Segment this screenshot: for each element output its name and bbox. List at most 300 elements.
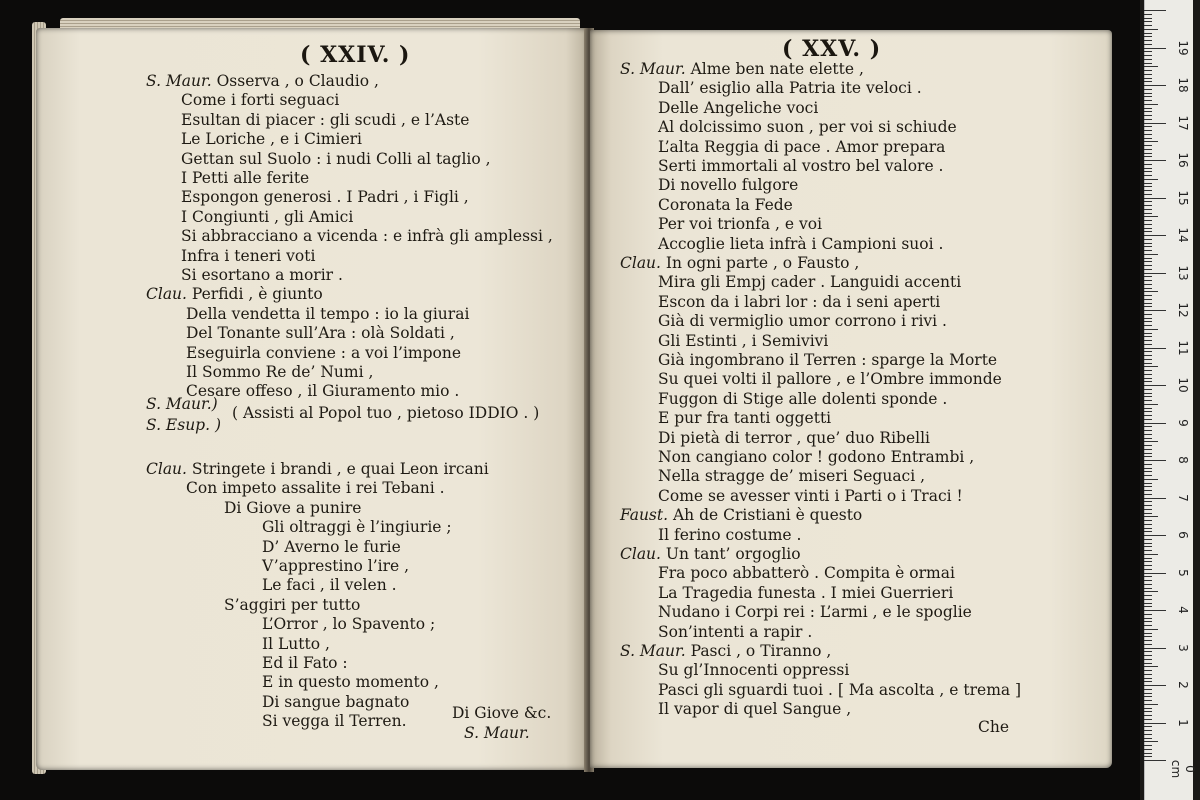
ruler-tick [1144,633,1152,634]
ruler-tick [1144,10,1166,11]
ruler-tick [1144,640,1152,641]
verse-text: Ah de Cristiani è questo [668,506,863,525]
verse-text: Al dolcissimo suon , per voi si schiude [658,118,957,137]
ruler-tick [1144,449,1152,450]
ruler-tick [1144,498,1166,499]
ruler-tick [1144,183,1152,184]
text-line [262,693,409,712]
ruler-tick [1144,325,1152,326]
text-line [658,603,972,622]
ruler-tick [1144,509,1152,510]
ruler-cm-label: 11 [1176,339,1190,356]
ruler-tick [1144,584,1152,585]
verse-text: Di sangue bagnato [262,692,410,711]
ruler-tick [1144,119,1152,120]
ruler-tick [1144,145,1152,146]
ruler-tick [1144,85,1166,86]
text-line [262,712,407,731]
ruler-tick [1144,175,1152,176]
ruler-tick [1144,490,1152,491]
verse-text: Del Tonante sull’Ara : olà Soldati , [186,324,455,343]
ruler-tick [1144,606,1152,607]
ruler-tick [1144,456,1152,457]
verse-text: Coronata la Fede [658,195,793,214]
ruler-tick [1144,648,1166,649]
ruler-tick [1144,340,1152,341]
ruler-tick [1144,370,1152,371]
verse-text: Esultan di piacer : gli scudi , e l’Aste [181,110,470,129]
verse-text: Delle Angeliche voci [658,98,819,117]
verse-text: Gli Estinti , i Semivivi [658,331,829,350]
verse-text: Dall’ esiglio alla Patria ite veloci . [658,79,922,98]
ruler-tick [1144,550,1152,551]
ruler-tick [1144,359,1152,360]
ruler-tick [1144,528,1152,529]
ruler-tick [1144,126,1152,127]
verse-text: Gli oltraggi è l’ingiurie ; [262,518,452,537]
ruler-tick [1144,404,1158,405]
text-line [181,208,353,227]
ruler-tick [1144,681,1152,682]
text-line [658,235,943,254]
text-line [181,91,339,110]
ruler-tick [1144,250,1152,251]
ruler-tick [1144,693,1152,694]
text-line [658,526,801,545]
text-line [658,79,922,98]
ruler-tick [1144,209,1152,210]
ruler-tick [1144,408,1152,409]
text-line [186,324,455,343]
ruler-tick [1144,194,1152,195]
ruler-tick [1144,651,1152,652]
text-line [658,700,851,719]
text-line [262,576,397,595]
ruler-tick [1144,663,1152,664]
ruler-tick [1144,265,1152,266]
text-line [658,409,831,428]
ruler-tick [1144,610,1166,611]
ruler-tick [1144,636,1152,637]
text-line [181,150,491,169]
text-line [232,404,539,423]
ruler-tick [1144,40,1152,41]
ruler-tick [1144,235,1166,236]
text-line [658,215,822,234]
verse-text: Come i forti seguaci [181,91,340,110]
ruler-tick [1144,674,1152,675]
ruler-tick [1144,715,1152,716]
ruler-tick [1144,100,1152,101]
ruler-tick [1144,738,1152,739]
ruler-tick [1144,483,1152,484]
ruler-tick [1144,276,1152,277]
page-header-left: ( XXIV. ) [300,42,411,68]
ruler-tick [1144,198,1166,199]
speaker-name: S. Maur. [464,724,530,742]
ruler-tick [1144,453,1152,454]
ruler-tick [1144,655,1152,656]
text-line [181,188,469,207]
text-line [658,351,997,370]
ruler-tick [1144,78,1152,79]
verse-text: Di Giove &c. [452,704,552,722]
speaker-name: Clau. [620,254,661,272]
ruler-tick [1144,134,1152,135]
verse-text: Pasci , o Tiranno , [685,642,832,660]
ruler-tick [1144,333,1152,334]
ruler-tick [1144,321,1152,322]
text-line [146,416,221,435]
ruler-tick [1144,678,1152,679]
ruler-cm-label: 10 [1176,377,1190,393]
verse-text: Già di vermiglio umor corrono i rivi . [658,312,947,331]
ruler-tick [1144,351,1152,352]
ruler-tick [1144,704,1158,705]
text-line [658,487,963,506]
ruler-tick [1144,25,1152,26]
verse-text: E pur fra tanti oggetti [658,409,832,428]
ruler-tick [1144,700,1152,701]
text-line [658,681,1021,700]
verse-text: Le faci , il velen . [262,576,397,595]
ruler-tick [1144,460,1166,461]
ruler-tick [1144,258,1152,259]
text-line [181,247,315,266]
ruler-tick [1144,524,1152,525]
text-line [658,157,944,176]
ruler-tick [1144,171,1152,172]
verse-text: Serti immortali al vostro bel valore . [658,157,944,175]
ruler-tick [1144,741,1158,742]
ruler-tick [1144,753,1152,754]
ruler-tick [1144,21,1152,22]
ruler-tick [1144,284,1152,285]
ruler-tick [1144,486,1152,487]
text-line [658,661,849,680]
ruler-tick [1144,554,1158,555]
ruler-tick [1144,423,1166,424]
ruler-tick [1144,130,1152,131]
verse-text: Un tant’ orgoglio [660,545,801,563]
text-line [620,506,862,525]
ruler-tick [1144,355,1152,356]
ruler-tick [1144,621,1152,622]
ruler-tick [1144,329,1158,330]
ruler-tick [1144,190,1152,191]
ruler-tick [1144,381,1152,382]
text-line [262,635,330,654]
left-page [36,28,588,770]
verse-text: Su gl’Innocenti oppressi [658,661,850,680]
verse-text: Di novello fulgore [658,176,799,195]
ruler-tick [1144,595,1152,596]
ruler-tick [1144,224,1152,225]
ruler-tick [1144,348,1166,349]
ruler-tick [1144,246,1152,247]
ruler-tick [1144,18,1152,19]
speaker-name: S. Maur.) [146,395,218,413]
ruler-tick [1144,415,1152,416]
verse-text: Come se avesser vinti i Parti o i Traci ! [658,486,963,505]
text-line [658,332,828,351]
ruler-tick [1144,243,1152,244]
ruler-tick [1144,719,1152,720]
ruler-tick [1144,295,1152,296]
text-line [262,538,401,557]
verse-text: Non cangiano color ! godono Entrambi , [658,448,975,466]
verse-text: Stringete i brandi , e quai Leon ircani [186,460,489,478]
ruler-tick [1144,374,1152,375]
ruler-tick [1144,644,1152,645]
text-line [186,382,459,401]
ruler-tick [1144,468,1152,469]
verse-text: L’Orror , lo Spavento ; [262,615,436,634]
verse-text: Si esortano a morir . [181,266,343,284]
verse-text: V’apprestino l’ire , [262,557,410,575]
ruler-tick [1144,33,1152,34]
ruler-cm-label: 2 [1176,681,1190,689]
text-line [658,370,1002,389]
ruler-tick [1144,89,1152,90]
ruler-tick [1144,419,1152,420]
verse-text: Per voi trionfa , e voi [658,215,823,234]
text-line [262,673,439,692]
ruler-cm-label: 15 [1176,189,1190,206]
ruler-tick [1144,494,1152,495]
ruler-tick [1144,269,1152,270]
ruler-tick [1144,659,1152,660]
ruler-tick [1144,111,1152,112]
ruler-tick [1144,66,1158,67]
text-line [181,130,362,149]
ruler-tick [1144,479,1158,480]
verse-text: Di pietà di terror , que’ duo Ribelli [658,428,930,447]
ruler-tick [1144,531,1152,532]
ruler-tick [1144,138,1152,139]
text-line [620,60,864,79]
verse-text: Gettan sul Suolo : i nudi Colli al taglio , [181,149,491,168]
ruler-tick [1144,273,1166,274]
ruler-cm-label: 14 [1176,227,1190,243]
text-line [452,704,551,723]
ruler-tick [1144,434,1152,435]
ruler-tick [1144,254,1158,255]
ruler-cm-label: 3 [1176,643,1190,652]
ruler-cm-label: 9 [1176,418,1190,427]
verse-text: Infra i teneri voti [181,246,316,265]
ruler-tick [1144,149,1152,150]
ruler-tick [1144,336,1152,337]
speaker-name: S. Maur. [620,60,686,78]
ruler-tick [1144,153,1152,154]
ruler-tick [1144,614,1152,615]
ruler-tick [1144,396,1152,397]
ruler-tick [1144,513,1152,514]
verse-text: Fra poco abbatterò . Compita è ormai [658,564,955,583]
ruler-tick [1144,426,1152,427]
verse-text: Accoglie lieta infrà i Campioni suoi . [658,234,944,253]
verse-text: Cesare offeso , il Giuramento mio . [186,382,460,401]
ruler-tick [1144,160,1166,161]
page-header-right: ( XXV. ) [782,36,882,62]
verse-text: Che [978,718,1010,736]
ruler-tick [1144,543,1152,544]
ruler-tick [1144,708,1152,709]
text-line [181,227,553,246]
ruler-tick [1144,389,1152,390]
ruler-tick [1144,306,1152,307]
verse-text: D’ Averno le furie [262,537,401,556]
text-line [658,176,798,195]
ruler-tick [1144,756,1152,757]
text-line [186,305,469,324]
text-line [146,460,489,479]
ruler-tick [1144,378,1152,379]
text-line [658,118,957,137]
verse-text: Nella stragge de’ miseri Seguaci , [658,467,926,486]
verse-text: Della vendetta il tempo : io la giurai [186,304,470,323]
ruler-tick [1144,288,1152,289]
verse-text: Mira gli Empj cader . Languidi accenti [658,273,962,292]
ruler-tick [1144,726,1152,727]
ruler-tick [1144,164,1152,165]
ruler-tick [1144,81,1152,82]
text-line [658,273,961,292]
ruler-tick [1144,558,1152,559]
verse-text: Su quei volti il pallore , e l’Ombre immonde [658,370,1002,389]
speaker-name: S. Maur. [146,72,212,90]
ruler-tick [1144,179,1158,180]
ruler-tick [1144,569,1152,570]
ruler-tick [1144,261,1152,262]
ruler-tick [1144,696,1152,697]
ruler-tick [1144,599,1152,600]
ruler-tick [1144,471,1152,472]
ruler-tick [1144,220,1152,221]
ruler-tick [1144,464,1152,465]
text-line [181,111,469,130]
ruler-tick [1144,760,1166,761]
verse-text: Si vegga il Terren. [262,712,407,731]
ruler-tick [1144,411,1152,412]
ruler-cm-label: 1 [1176,718,1190,727]
text-line [186,344,461,363]
ruler-tick [1144,430,1152,431]
verse-text: Il vapor di quel Sangue , [658,700,852,719]
ruler-tick [1144,123,1166,124]
right-page [590,30,1112,768]
speaker-name: Clau. [146,460,187,478]
verse-text: Perfidi , è giunto [186,285,323,304]
verse-text: Fuggon di Stige alle dolenti sponde . [658,389,948,408]
verse-text: Alme ben nate elette , [685,60,864,78]
ruler-tick [1144,393,1152,394]
text-line [262,615,435,634]
ruler-tick [1144,573,1166,574]
ruler-cm-label: 8 [1176,456,1190,464]
speaker-name: Clau. [620,545,661,563]
ruler-tick [1144,303,1152,304]
verse-text: Son’intenti a rapir . [658,622,813,641]
ruler-tick [1144,74,1152,75]
ruler-tick [1144,44,1152,45]
verse-text: Il Sommo Re de’ Numi , [186,363,374,381]
ruler-tick [1144,344,1152,345]
verse-text: Il ferino costume . [658,525,802,544]
text-line [146,285,323,304]
ruler-tick [1144,168,1152,169]
ruler-tick [1144,216,1158,217]
verse-text: Eseguirla conviene : a voi l’impone [186,343,462,362]
text-line [146,395,218,414]
verse-text: E in questo momento , [262,673,439,692]
text-line [658,623,812,642]
text-line [658,312,947,331]
ruler-tick [1144,711,1152,712]
ruler-cm-label: 19 [1176,39,1190,56]
text-line [658,99,818,118]
ruler-tick [1144,314,1152,315]
ruler-cm-label: 16 [1176,152,1190,168]
ruler-tick [1144,535,1166,536]
text-line [181,169,309,188]
ruler-tick [1144,539,1152,540]
ruler-cm-label: 17 [1176,114,1190,131]
ruler-tick [1144,505,1152,506]
text-line [658,467,925,486]
text-line [658,138,945,157]
text-line [464,724,530,743]
text-line [978,718,1009,737]
ruler-tick [1144,734,1152,735]
text-line [262,518,452,537]
ruler-tick [1144,108,1152,109]
ruler-tick [1144,291,1158,292]
verse-text: I Petti alle ferite [181,169,310,187]
ruler-tick [1144,670,1152,671]
ruler-tick [1144,666,1158,667]
text-line [224,499,361,518]
ruler-tick [1144,385,1166,386]
ruler-cm-label: 13 [1176,264,1190,281]
speaker-name: S. Esup. ) [146,416,221,434]
ruler-tick [1144,186,1152,187]
verse-text: Espongon generosi . I Padri , i Figli , [181,188,469,207]
text-line [224,596,360,615]
verse-text: Le Loriche , e i Cimieri [181,130,362,149]
text-line [658,564,955,583]
ruler-tick [1144,63,1152,64]
ruler-tick [1144,93,1152,94]
ruler-tick [1144,201,1152,202]
ruler-tick [1144,475,1152,476]
ruler-tick [1144,310,1166,311]
ruler-unit-label: 0 cm [1169,759,1197,779]
ruler-cm-label: 5 [1176,568,1190,577]
text-line [658,390,947,409]
ruler-tick [1144,48,1166,49]
ruler-tick [1144,730,1152,731]
text-line [262,654,348,673]
verse-text: Osserva , o Claudio , [211,72,379,90]
ruler-tick [1144,445,1152,446]
ruler-tick [1144,546,1152,547]
speaker-name: Faust. [620,506,669,525]
ruler-tick [1144,565,1152,566]
text-line [186,479,445,498]
ruler-tick [1144,29,1158,30]
